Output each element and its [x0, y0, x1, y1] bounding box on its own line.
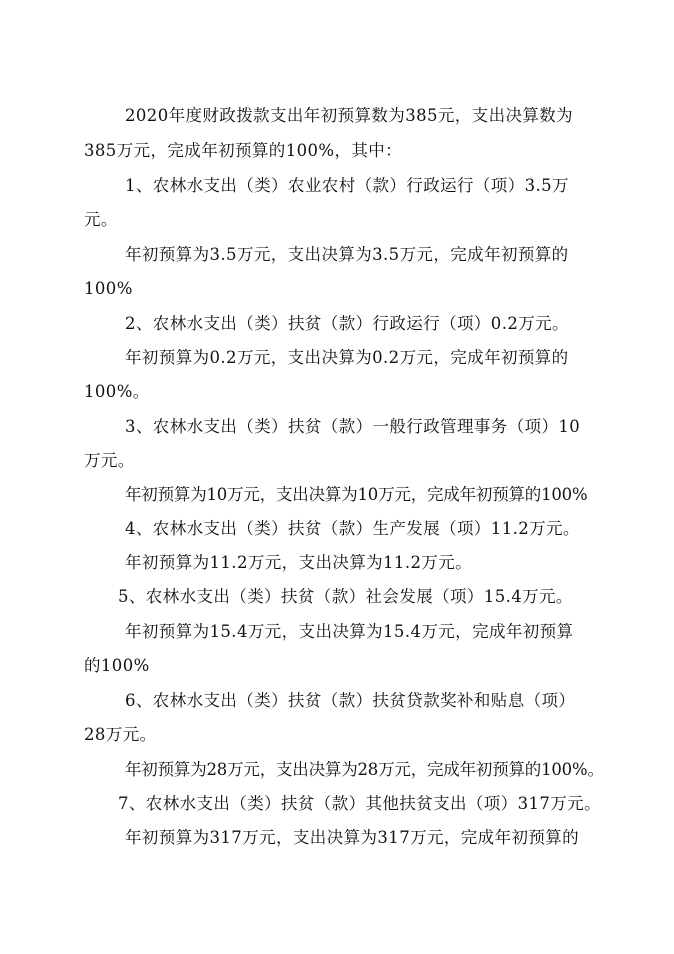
text-line-11: 万元。 [84, 451, 135, 470]
text-line-21: 7、农林水支出（类）扶贫（款）其他扶贫支出（项）317万元。 [118, 794, 601, 813]
text-line-7: 2、农林水支出（类）扶贫（款）行政运行（项）0.2万元。 [125, 314, 569, 333]
text-line-1: 2020年度财政拨款支出年初预算数为385元，支出决算数为 [125, 106, 574, 125]
text-line-12: 年初预算为10万元，支出决算为10万元，完成年初预算的100% [125, 485, 588, 504]
text-line-9: 100%。 [84, 382, 150, 401]
text-line-6: 100% [84, 279, 133, 298]
text-line-8: 年初预算为0.2万元，支出决算为0.2万元，完成年初预算的 [125, 348, 569, 367]
text-line-18: 6、农林水支出（类）扶贫（款）扶贫贷款奖补和贴息（项） [125, 691, 576, 710]
text-line-15: 5、农林水支出（类）扶贫（款）社会发展（项）15.4万元。 [118, 587, 573, 606]
text-line-20: 年初预算为28万元，支出决算为28万元，完成年初预算的100%。 [125, 760, 604, 779]
text-line-13: 4、农林水支出（类）扶贫（款）生产发展（项）11.2万元。 [125, 519, 580, 538]
text-line-2: 385万元，完成年初预算的100%，其中： [84, 141, 403, 160]
text-line-10: 3、农林水支出（类）扶贫（款）一般行政管理事务（项）10 [125, 417, 581, 436]
text-line-3: 1、农林水支出（类）农业农村（款）行政运行（项）3.5万 [125, 176, 569, 195]
text-line-16: 年初预算为15.4万元，支出决算为15.4万元，完成年初预算 [125, 622, 574, 641]
text-line-14: 年初预算为11.2万元，支出决算为11.2万元。 [125, 553, 473, 572]
text-line-4: 元。 [84, 210, 118, 229]
text-line-19: 28万元。 [84, 725, 157, 744]
text-line-22: 年初预算为317万元，支出决算为317万元，完成年初预算的 [125, 828, 580, 847]
text-line-17: 的100% [84, 656, 150, 675]
text-line-5: 年初预算为3.5万元，支出决算为3.5万元，完成年初预算的 [125, 245, 569, 264]
